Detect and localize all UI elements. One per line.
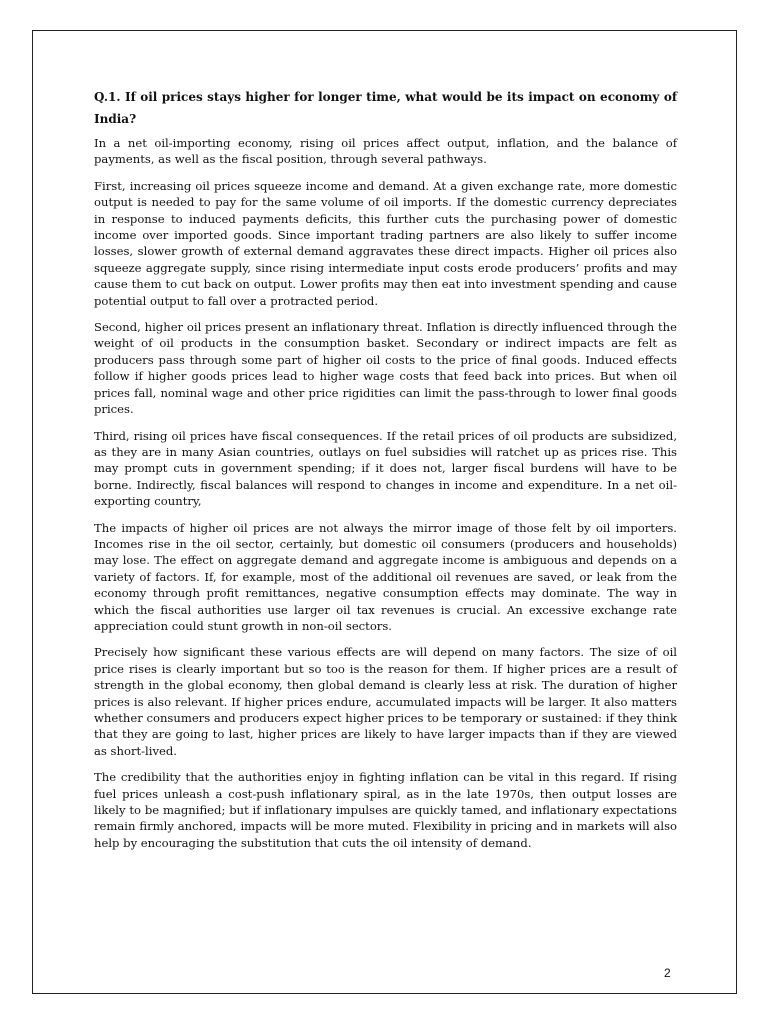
document-body <box>94 86 677 861</box>
paragraph-oil-exporters: The impacts of higher oil prices are not always the mirror image of those felt by oil importers. Incomes rise in the oil sector, certainly, but domestic oil consumers (producers and households) may lose. The effect on aggregate demand and aggregate income is ambiguous and depends on a variety of factors. If, for example, most of the additional oil revenues are saved, or leak from the economy through profit remittances, negative consumption effects may dominate. The way in which the fiscal authorities use larger oil tax revenues is crucial. An excessive exchange rate appreciation could stunt growth in non-oil sectors. <box>94 520 677 633</box>
paragraph-income-demand: First, increasing oil prices squeeze income and demand. At a given exchange rate, more domestic output is needed to pay for the same volume of oil imports. If the domestic currency depreciates in response to induced payments deficits, this further cuts the purchasing power of domestic income over imported goods. Since important trading partners are also likely to suffer income losses, slower growth of external demand aggravates these direct impacts. Higher oil prices also squeeze aggregate supply, since rising intermediate input costs erode producers’ profits and may cause them to cut back on output. Lower profits may then eat into investment spending and cause potential output to fall over a protracted period. <box>94 178 677 308</box>
paragraph-significance: Precisely how significant these various effects are will depend on many factors. The size of oil price rises is clearly important but so too is the reason for them. If higher prices are a result of strength in the global economy, then global demand is clearly less at risk. The duration of higher prices is also relevant. If higher prices endure, accumulated impacts will be larger. It also matters whether consumers and producers expect higher prices to be temporary or sustained: if they think that they are going to last, higher prices are likely to have larger impacts than if they are viewed as short-lived. <box>94 645 677 758</box>
page-number: 2 <box>664 966 671 980</box>
paragraph-intro: In a net oil-importing economy, rising oil prices affect output, inflation, and the balance of payments, as well as the fiscal position, through several pathways. <box>94 136 677 167</box>
question-heading: Q.1. If oil prices stays higher for longer time, what would be its impact on economy of India? <box>94 90 677 126</box>
paragraph-inflation: Second, higher oil prices present an inflationary threat. Inflation is directly influenced through the weight of oil products in the consumption basket. Secondary or indirect impacts are felt as producers pass through some part of higher oil costs to the price of final goods. Induced effects follow if higher goods prices lead to higher wage costs that feed back into prices. But when oil prices fall, nominal wage and other price rigidities can limit the pass-through to lower final goods prices. <box>94 320 677 417</box>
paragraph-fiscal: Third, rising oil prices have fiscal consequences. If the retail prices of oil products are subsidized, as they are in many Asian countries, outlays on fuel subsidies will ratchet up as prices rise. This may prompt cuts in government spending; if it does not, larger fiscal burdens will have to be borne. Indirectly, fiscal balances will respond to changes in income and expenditure. In a net oil-exporting country, <box>94 428 677 509</box>
paragraph-credibility: The credibility that the authorities enjoy in fighting inflation can be vital in this regard. If rising fuel prices unleash a cost-push inflationary spiral, as in the late 1970s, then output losses are likely to be magnified; but if inflationary impulses are quickly tamed, and inflationary expectations remain firmly anchored, impacts will be more muted. Flexibility in pricing and in markets will also help by encouraging the substitution that cuts the oil intensity of demand. <box>94 770 677 850</box>
